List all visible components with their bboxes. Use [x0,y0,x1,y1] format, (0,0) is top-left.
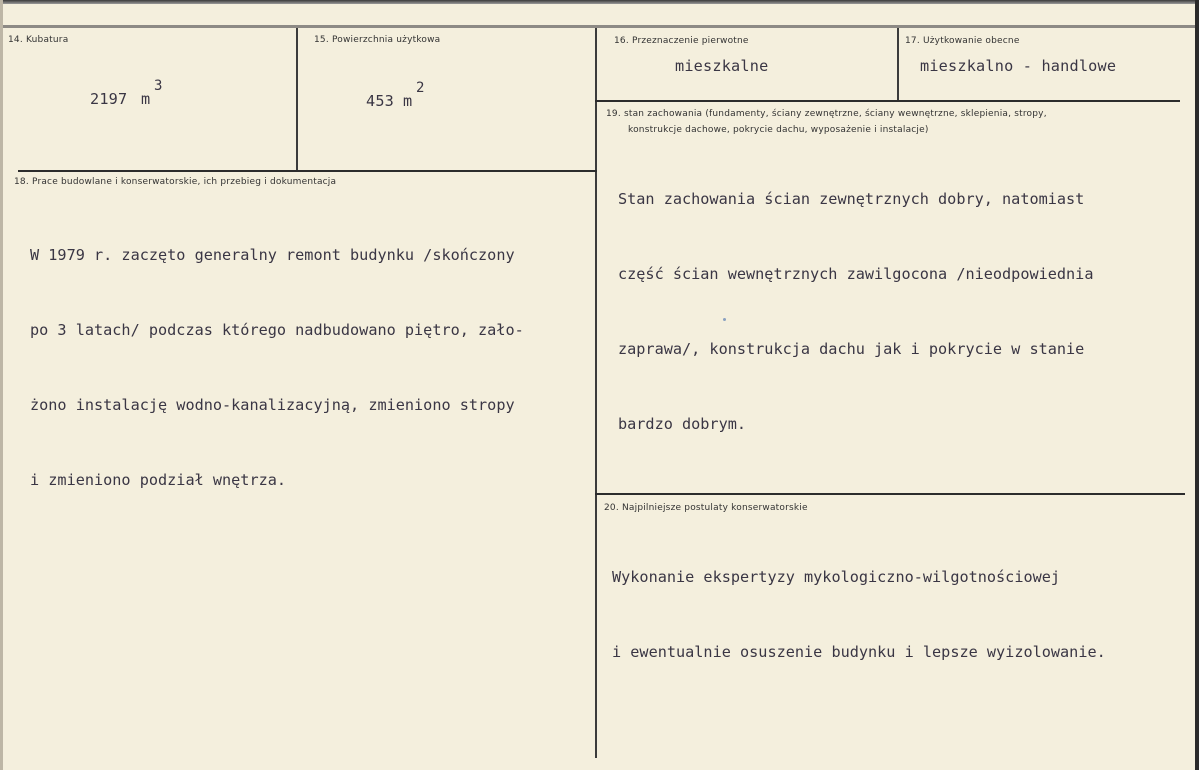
prace-line: żono instalację wodno-kanalizacyjną, zmieniono stropy [30,396,515,414]
prace-line: W 1979 r. zaczęto generalny remont budynku /skończony [30,246,515,264]
postulaty-line: Wykonanie ekspertyzy mykologiczno-wilgotnościowej [612,568,1061,586]
prace-label: 18. Prace budowlane i konserwatorskie, ich przebieg i dokumentacja [14,177,337,187]
stan-text [618,137,1093,462]
powierzchnia-exponent: 2 [416,80,425,96]
powierzchnia-unit: m [403,92,413,110]
postulaty-text [612,515,1106,690]
card-top-rule [0,25,1199,28]
rule-above-20 [595,493,1185,495]
scan-edge-top [0,0,1199,4]
ink-speck [723,318,726,321]
rule-under-14-15 [18,170,597,172]
stan-label-continued: konstrukcje dachowe, pokrycie dachu, wyposażenie i instalacje) [628,125,929,135]
kubatura-label: 14. Kubatura [8,35,69,45]
powierzchnia-label: 15. Powierzchnia użytkowa [314,35,441,45]
postulaty-line: i ewentualnie osuszenie budynku i lepsze wyizolowanie. [612,643,1106,661]
stan-line: część ścian wewnętrznych zawilgocona /nieodpowiednia [618,265,1094,283]
prace-text [30,193,524,518]
uzytkowanie-label: 17. Użytkowanie obecne [905,36,1020,46]
kubatura-value: 2197 [90,90,128,108]
postulaty-label: 20. Najpilniejsze postulaty konserwatorskie [604,503,808,513]
scan-edge-left [0,0,3,770]
divider-left-right [595,28,597,758]
przeznaczenie-value: mieszkalne [675,57,769,75]
kubatura-exponent: 3 [154,78,163,94]
scan-edge-right [1195,0,1199,770]
powierzchnia-value: 453 [366,92,395,110]
divider-14-15 [296,28,298,170]
uzytkowanie-value: mieszkalno - handlowe [920,57,1117,75]
stan-line: Stan zachowania ścian zewnętrznych dobry, natomiast [618,190,1085,208]
stan-label: 19. stan zachowania (fundamenty, ściany zewnętrzne, ściany wewnętrzne, sklepienia, stropy, [606,109,1047,119]
stan-line: bardzo dobrym. [618,415,747,433]
divider-16-17 [897,28,899,100]
stan-line: zaprawa/, konstrukcja dachu jak i pokrycie w stanie [618,340,1085,358]
przeznaczenie-label: 16. Przeznaczenie pierwotne [614,36,749,46]
rule-under-16-17 [595,100,1180,102]
kubatura-unit: m [141,90,151,108]
prace-line: po 3 latach/ podczas którego nadbudowano piętro, zało- [30,321,524,339]
prace-line: i zmieniono podział wnętrza. [30,471,287,489]
